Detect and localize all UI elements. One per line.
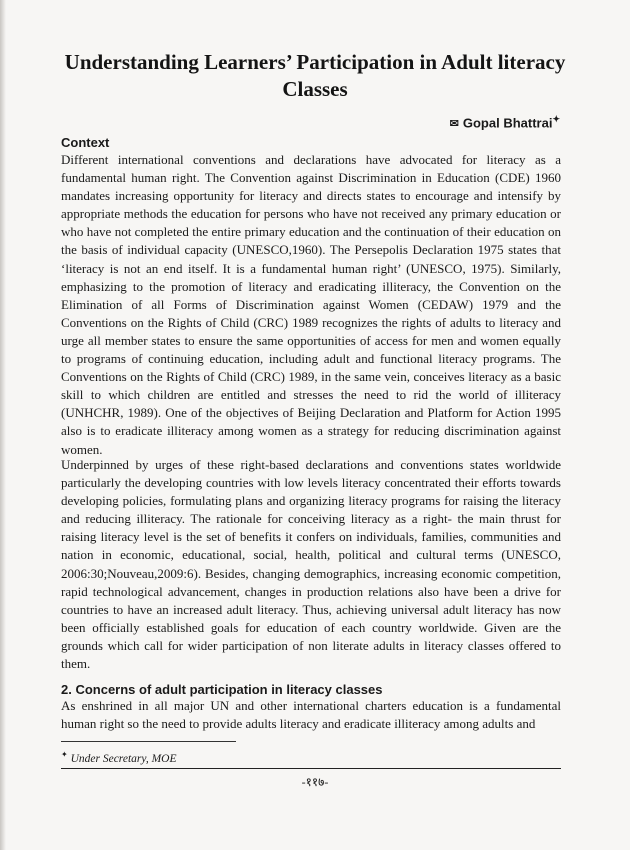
page-number: -११७- — [301, 775, 329, 789]
author-name: Gopal Bhattrai — [462, 115, 553, 131]
scan-edge-shadow — [0, 0, 6, 850]
author-marker: ✦ — [552, 114, 560, 124]
paragraph-context-1: Different international conventions and declarations have advocated for literacy as a fundamental human right. The Convention against Discrimination in Education (CDE) 1960 mandates increasing opportunity for literacy and directs states to encourage and intensify by appropriate methods the education for persons who have not received any primary education or who have not completed the entire primary education and the continuation of their education on the basis of individual capacity (UNESCO,1960). The Persepolis Declaration 1975 states that ‘literacy is not an end itself. It is a fundamental human right’ (UNESCO, 1975). Similarly, emphasizing to the promotion of literacy and eradicating illiteracy, the Convention on the Elimination of all Forms of Discrimination against Women (CEDAW) 1979 and the Conventions on the Rights of Child (CRC) 1989 recognizes the rights of adults to literacy and urge all member states to ensure the same opportunities of access for men and women equally to programs of continuing education, including adult and functional literacy programs. The Conventions on the Rights of Child (CRC) 1989, in the same vein, conceives literacy as a basic skill to which children are entitled and stresses the need to rid the world of illiteracy (UNHCHR, 1989). One of the objectives of Beijing Declaration and Platform for Action 1995 also is to eradicate illiteracy among women as a strategy for reducing discrimination against women. — [61, 152, 561, 457]
paragraph-concerns-1: As enshrined in all major UN and other international charters education is a fundamental human right so the need to provide adults literacy and eradicate illiteracy among adults and — [61, 698, 561, 732]
paragraph-context-2: Underpinned by urges of these right-based declarations and conventions states worldwide particularly the developing countries with low levels literacy concentrated their efforts towards developing policies, formulating plans and organizing literacy programs for raising the literacy and reducing illiteracy. The rationale for conceiving literacy as a right- the main thrust for raising literacy level is the set of benefits it confers on individuals, families, communities and nation in economic, educational, social, health, political and cultural terms (UNESCO, 2006:30;Nouveau,2009:6). Besides, changing demographics, increasing economic competition, rapid technological advancement, changes in production relations also have been a drive for countries to have an increased adult literacy. Thus, achieving universal adult literacy has now been officially established goals for education of each country worldwide. Given are the grounds which call for wider participation of non literate adults in literacy classes offered to them. — [61, 457, 561, 672]
envelope-icon: ✉ — [449, 118, 459, 131]
section-heading-concerns: 2. Concerns of adult participation in literacy classes — [61, 682, 383, 697]
footnote-text: Under Secretary, MOE — [70, 752, 177, 765]
footnote — [61, 750, 177, 765]
paper-title: Understanding Learners’ Participation in Adult literacy Classes — [64, 50, 566, 101]
footnote-divider — [61, 741, 236, 742]
page-bottom-rule — [61, 768, 561, 769]
footnote-marker: ✦ — [61, 750, 68, 759]
author-line — [450, 114, 560, 130]
section-heading-context: Context — [61, 135, 110, 150]
